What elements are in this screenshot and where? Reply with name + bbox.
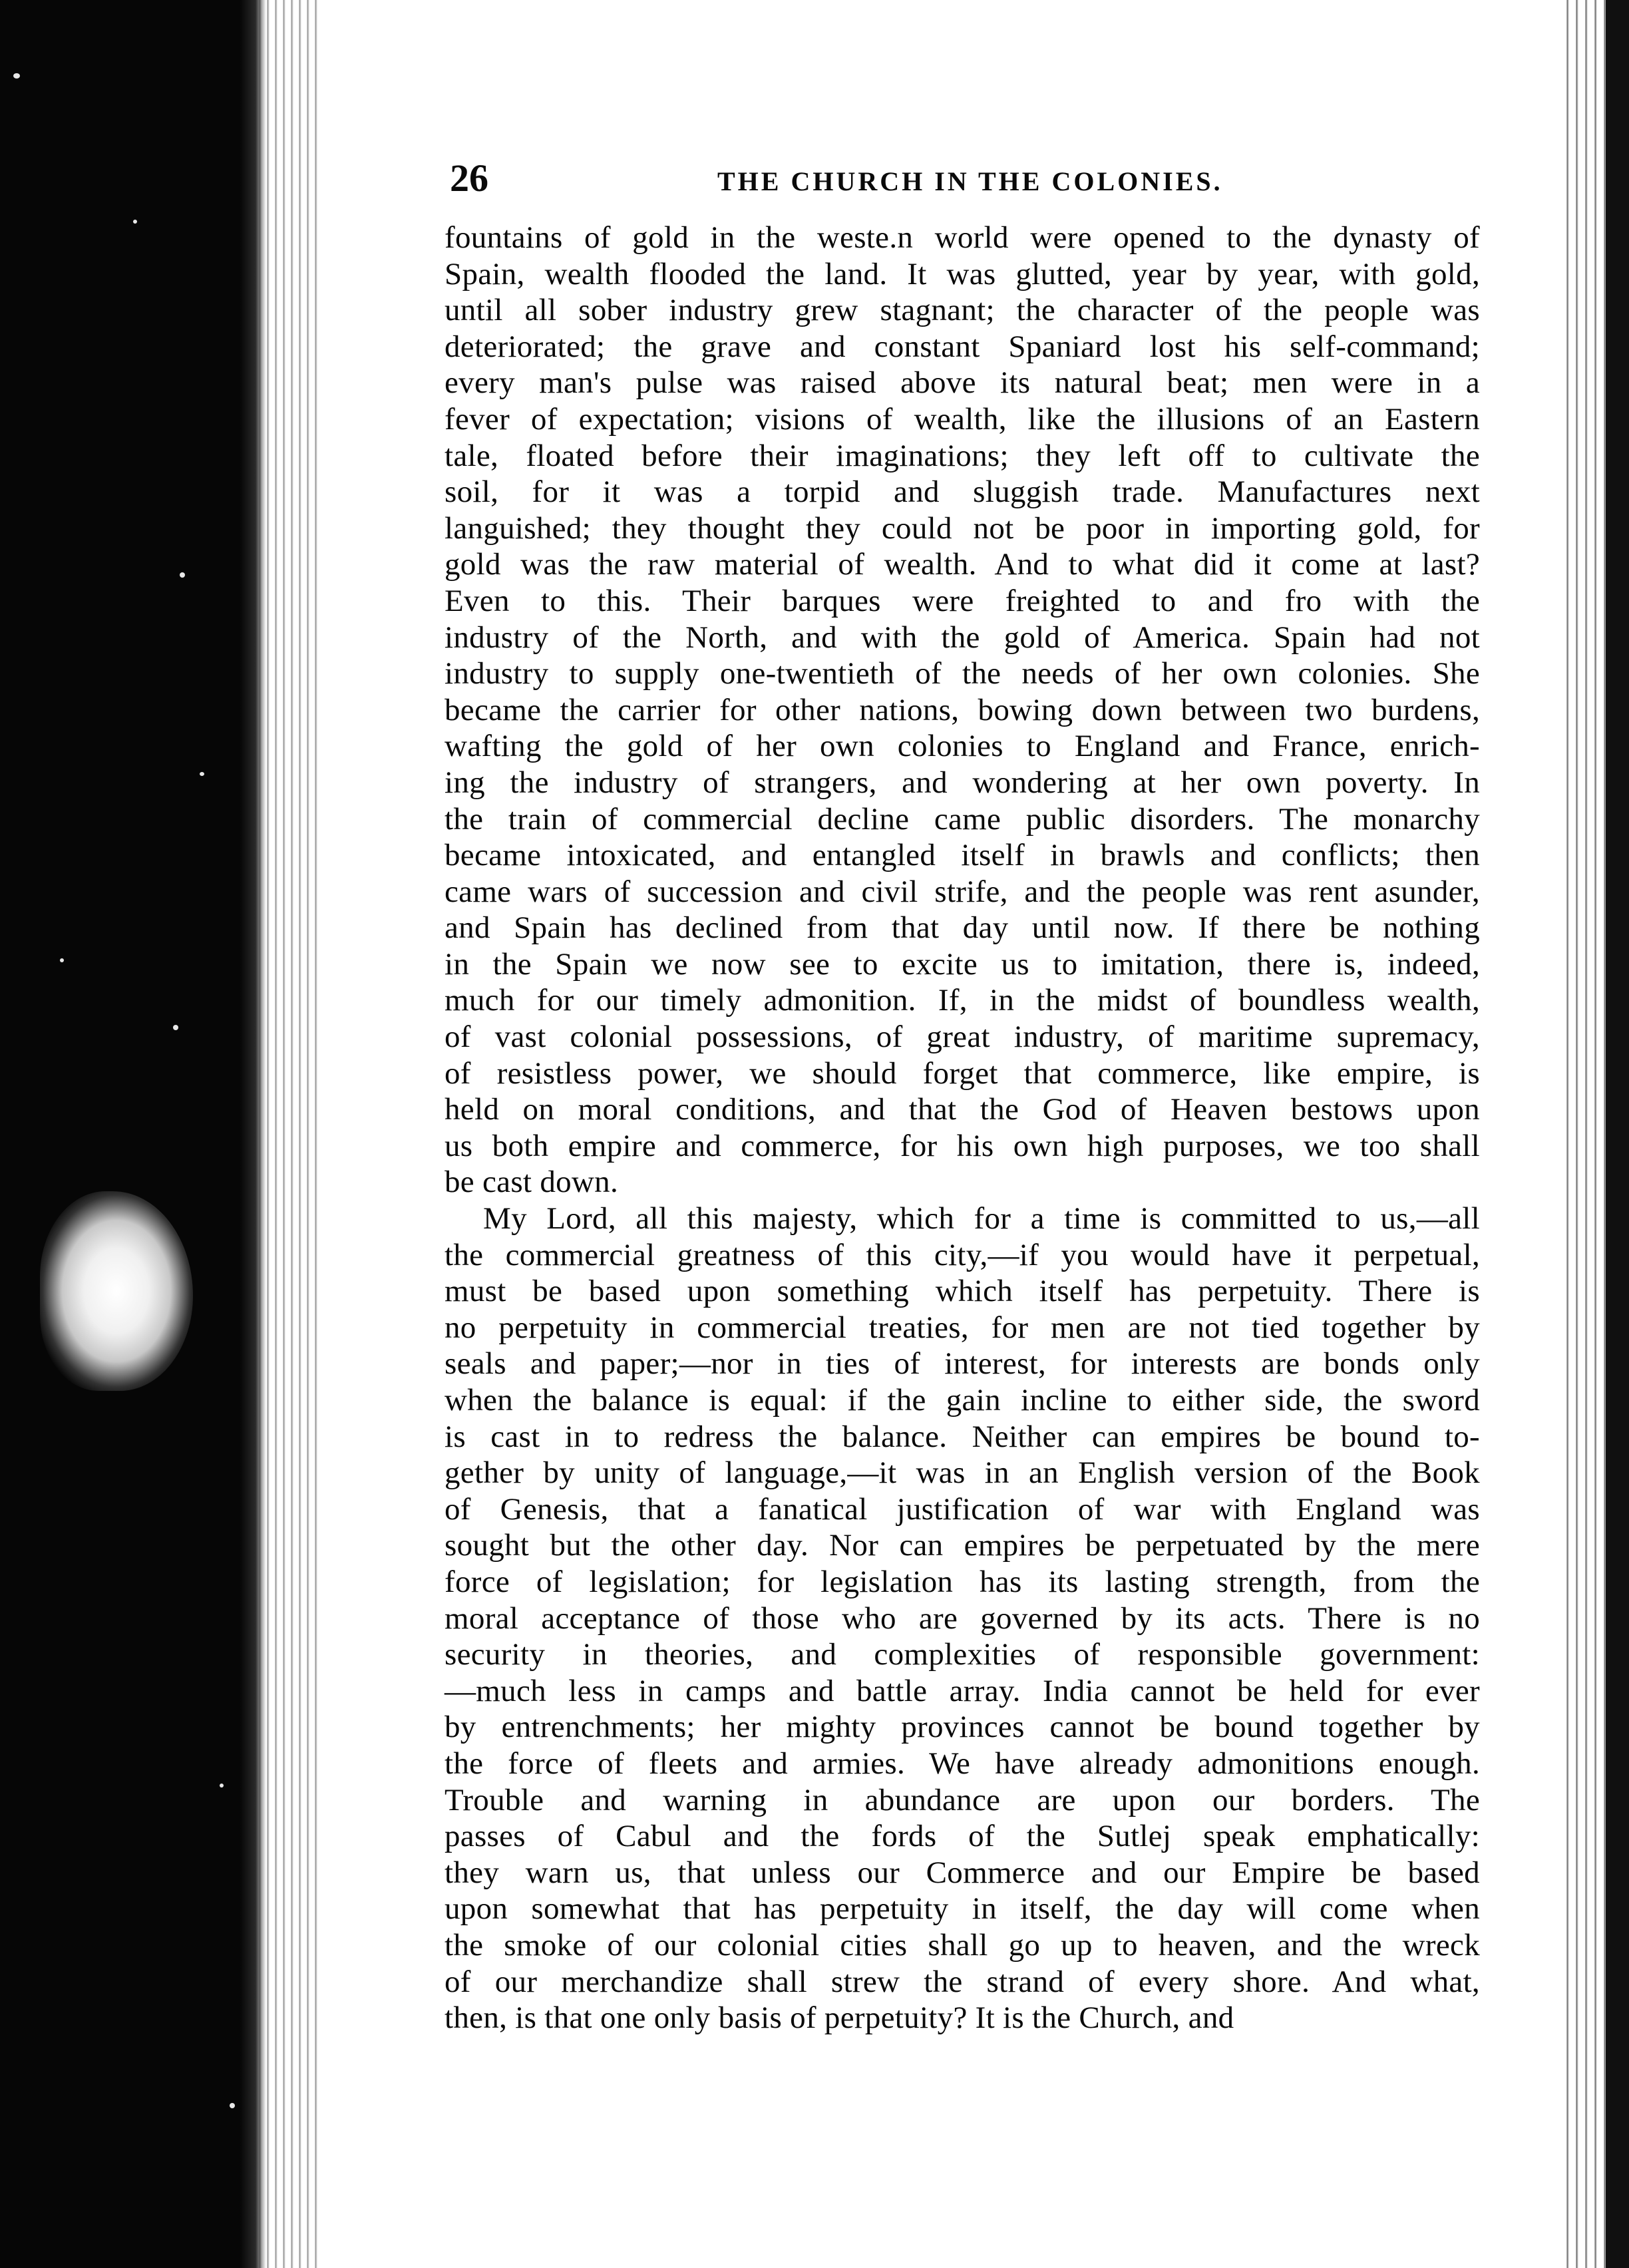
text-line: gold was the raw material of wealth. And to what did it come at last? [445, 547, 1480, 582]
text-line: in the Spain we now see to excite us to imitation, there is, indeed, [445, 946, 1480, 982]
text-line: the force of fleets and armies. We have already admonitions enough. [445, 1746, 1480, 1781]
dust-speck [13, 73, 20, 79]
text-line: must be based upon something which itself has perpetuity. There is [445, 1274, 1480, 1309]
text-line: the train of commercial decline came public disorders. The monarchy [445, 801, 1480, 837]
dust-speck [60, 958, 64, 962]
dust-speck [133, 220, 137, 224]
text-line: held on moral conditions, and that the God of Heaven bestows upon [445, 1092, 1480, 1127]
text-line: Spain, wealth flooded the land. It was glutted, year by year, with gold, [445, 256, 1480, 291]
text-line: passes of Cabul and the fords of the Sutlej speak emphatically: [445, 1819, 1480, 1854]
text-line: of resistless power, we should forget that commerce, like empire, is [445, 1055, 1480, 1091]
dust-speck [173, 1025, 178, 1030]
running-title: THE CHURCH IN THE COLONIES. [717, 166, 1223, 196]
text-line: languished; they thought they could not be poor in importing gold, for [445, 510, 1480, 546]
text-line: no perpetuity in commercial treaties, for men are not tied together by [445, 1310, 1480, 1345]
text-line: industry of the North, and with the gold of America. Spain had not [445, 620, 1480, 655]
paragraph [445, 220, 1480, 1201]
body-text [445, 220, 1480, 2036]
text-line: until all sober industry grew stagnant; the character of the people was [445, 293, 1480, 328]
page-number: 26 [450, 156, 488, 200]
dust-speck [180, 572, 185, 578]
text-line: of Genesis, that a fanatical justification of war with England was [445, 1491, 1480, 1527]
text-line: by entrenchments; her mighty provinces cannot be bound together by [445, 1710, 1480, 1745]
text-line: much for our timely admonition. If, in the midst of boundless wealth, [445, 983, 1480, 1018]
text-line: and Spain has declined from that day until now. If there be nothing [445, 910, 1480, 946]
text-line: Even to this. Their barques were freighted to and fro with the [445, 583, 1480, 618]
text-line: Trouble and warning in abundance are upon our borders. The [445, 1782, 1480, 1817]
text-line: tale, floated before their imaginations; they left off to cultivate the [445, 438, 1480, 473]
text-line: ing the industry of strangers, and wondering at her own poverty. In [445, 765, 1480, 800]
dust-speck [230, 2103, 235, 2108]
text-line: security in theories, and complexities of responsible government: [445, 1637, 1480, 1672]
text-line: they warn us, that unless our Commerce and our Empire be based [445, 1855, 1480, 1890]
text-line: fountains of gold in the weste.n world were opened to the dynasty of [445, 220, 1480, 255]
text-line: the commercial greatness of this city,—if you would have it perpetual, [445, 1237, 1480, 1272]
text-line: of vast colonial possessions, of great industry, of maritime supremacy, [445, 1020, 1480, 1055]
text-line: sought but the other day. Nor can empires be perpetuated by the mere [445, 1528, 1480, 1563]
text-line: industry to supply one-twentieth of the needs of her own colonies. She [445, 656, 1480, 691]
page-fore-edge-left [240, 0, 319, 2268]
dust-stain [40, 1191, 193, 1391]
text-line: is cast in to redress the balance. Neither can empires be bound to- [445, 1419, 1480, 1454]
text-line: moral acceptance of those who are governed by its acts. There is no [445, 1601, 1480, 1636]
running-head [445, 152, 1480, 205]
text-line: fever of expectation; visions of wealth, like the illusions of an Eastern [445, 401, 1480, 437]
text-line: wafting the gold of her own colonies to England and France, enrich- [445, 729, 1480, 764]
dust-speck [200, 772, 204, 776]
text-line: upon somewhat that has perpetuity in itself, the day will come when [445, 1891, 1480, 1927]
text-line: then, is that one only basis of perpetuity? It is the Church, and [445, 2000, 1234, 2036]
text-line: of our merchandize shall strew the strand of every shore. And what, [445, 1964, 1480, 1999]
text-line: us both empire and commerce, for his own high purposes, we too shall [445, 1128, 1480, 1163]
scanner-background [0, 0, 266, 2268]
text-line: every man's pulse was raised above its natural beat; men were in a [445, 365, 1480, 401]
text-line: soil, for it was a torpid and sluggish trade. Manufactures next [445, 474, 1480, 510]
text-line: seals and paper;—nor in ties of interest, for interests are bonds only [445, 1346, 1480, 1382]
page-text-block [445, 152, 1480, 2036]
text-line: became intoxicated, and entangled itself in brawls and conflicts; then [445, 838, 1480, 873]
dust-speck [220, 1784, 224, 1788]
paragraph [445, 1201, 1480, 2036]
text-line: force of legislation; for legislation has its lasting strength, from the [445, 1564, 1480, 1599]
text-line: became the carrier for other nations, bowing down between two burdens, [445, 692, 1480, 727]
text-line: deteriorated; the grave and constant Spaniard lost his self-command; [445, 329, 1480, 364]
text-line: came wars of succession and civil strife, and the people was rent asunder, [445, 874, 1480, 909]
text-line: be cast down. [445, 1165, 619, 1200]
text-line: —much less in camps and battle array. India cannot be held for ever [445, 1673, 1480, 1708]
text-line: the smoke of our colonial cities shall go up to heaven, and the wreck [445, 1927, 1480, 1963]
page-fore-edge-right [1562, 0, 1629, 2268]
text-line: when the balance is equal: if the gain incline to either side, the sword [445, 1383, 1480, 1418]
text-line: gether by unity of language,—it was in an English version of the Book [445, 1455, 1480, 1491]
text-line: My Lord, all this majesty, which for a time is committed to us,—all [483, 1201, 1480, 1236]
